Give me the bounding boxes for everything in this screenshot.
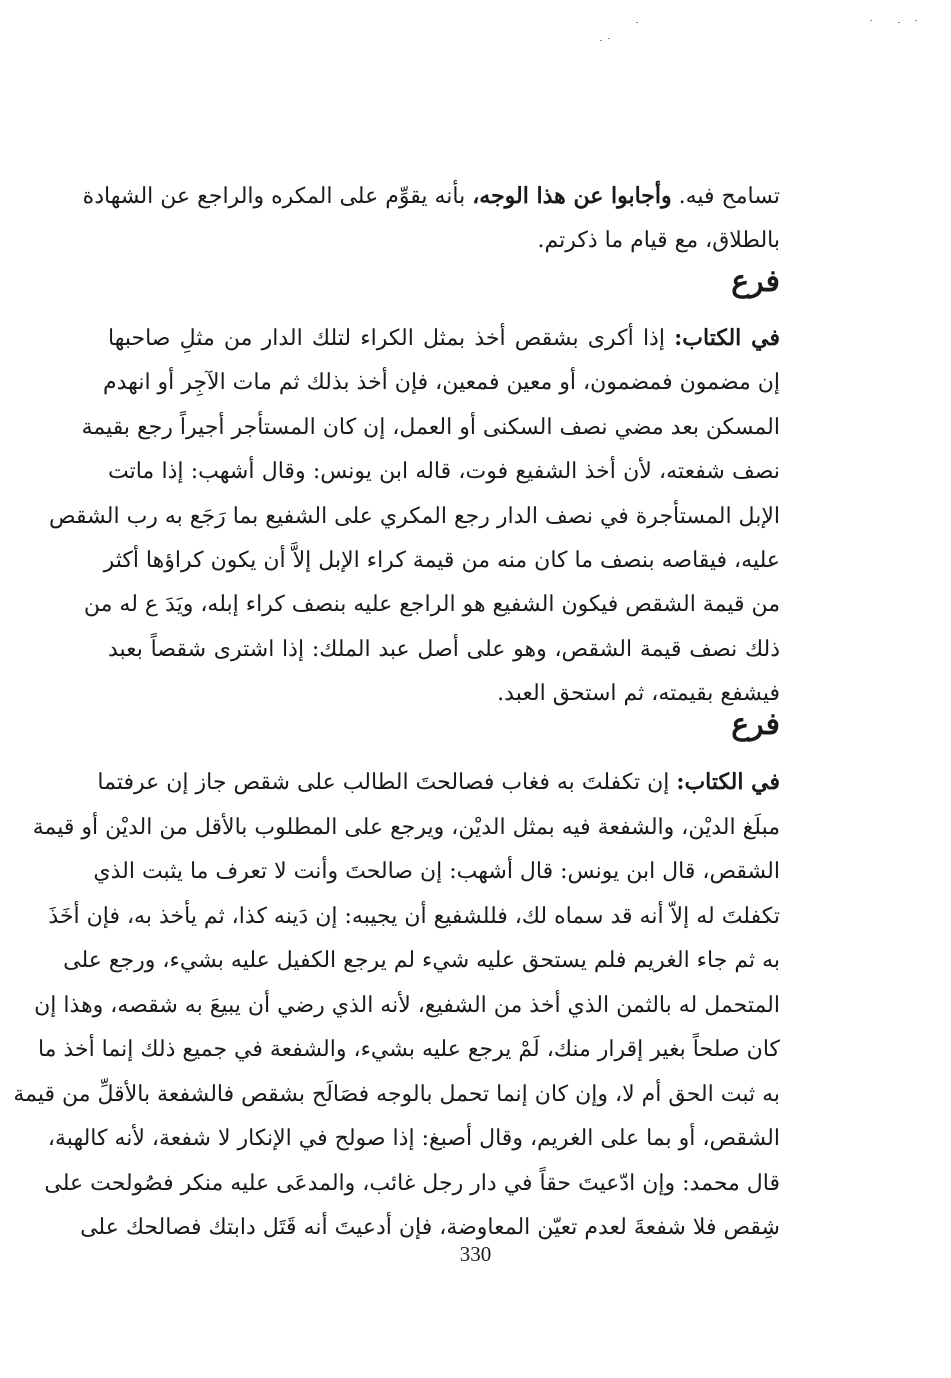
line-text: بالطلاق، مع قيام ما ذكرتم. <box>537 228 780 253</box>
text-line <box>108 450 780 494</box>
line-text: مبلَغ الديْن، والشفعة فيه بمثل الديْن، ويرجع على المطلوب بالأقل من الديْن أو قيمة <box>32 814 780 840</box>
scan-speck <box>915 20 917 21</box>
text-line <box>32 806 780 851</box>
line-text: نصف شفعته، لأن أخذ الشفيع فوت، قاله ابن يونس: وقال أشهب: إذا ماتت <box>108 459 780 485</box>
text-line <box>44 1162 780 1207</box>
line-text: المسكن بعد مضي نصف السكنى أو العمل، إن كان المستأجر أجيراً رجع بقيمة <box>81 414 780 440</box>
bold-lead-phrase: في الكتاب: <box>676 769 780 795</box>
page-number: 330 <box>459 1242 492 1266</box>
line-text: الإبل المستأجرة في نصف الدار رجع المكري على الشفيع بما رَجَع به رب الشقص <box>49 503 780 529</box>
text-line <box>47 1117 780 1162</box>
line-text: به ثم جاء الغريم فلم يستحق عليه شيء لم يرجع الكفيل عليه بشيء، ورجع على <box>63 948 780 973</box>
line-text: شِقص فلا شفعةَ لعدم تعيّن المعاوضة، فإن أدعيتَ أنه قَتَل دابتك فصالحك على <box>80 1215 780 1240</box>
scan-speck <box>870 20 872 21</box>
text-line <box>13 1073 780 1118</box>
line-text: من قيمة الشقص فيكون الشفيع هو الراجع عليه بنصف كراء إبله، ويَدَ ع له من <box>83 592 780 618</box>
text-line <box>37 1028 780 1073</box>
bold-lead-phrase: وأجابوا عن هذا الوجه، <box>472 183 672 209</box>
line-text: قال محمد: وإن ادّعيتَ حقاً في دار رجل غائب، والمدعَى عليه منكر فصُولحت على <box>44 1170 780 1196</box>
text-line <box>93 850 780 895</box>
text-line <box>97 760 780 806</box>
line-text: الشقص، أو بما على الغريم، وقال أصبغ: إذا صولح في الإنكار لا شفعة، لأنه كالهبة، <box>47 1126 780 1151</box>
section-heading: فرع <box>731 707 780 742</box>
text-line <box>108 316 780 361</box>
text-line <box>82 174 780 219</box>
scan-speck <box>636 22 638 23</box>
text-line <box>34 984 780 1029</box>
text-line <box>83 583 780 627</box>
line-text: تكفلتَ له إلاّ أنه قد سماه لك، فللشفيع أن يجيبه: إن دَينه كذا، ثم يأخذ به، فإن أخَذَ <box>48 903 780 929</box>
section-paragraph <box>13 760 780 1251</box>
line-text: به ثبت الحق أم لا، وإن كان إنما تحمل بالوجه فصَالَح بشقص فالشفعة بالأقلِّ من قيمة <box>13 1081 780 1107</box>
line-text: كان صلحاً بغير إقرار منك، لَمْ يرجع عليه بشيء، والشفعة في جميع ذلك إنما أخذ ما <box>37 1037 780 1062</box>
line-text: عليه، فيقاصه بنصف ما كان منه من قيمة كراء الإبل إلاَّ أن يكون كراؤها أكثر <box>103 548 780 574</box>
line-text: ذلك نصف قيمة الشقص، وهو على أصل عبد الملك: إذا اشترى شقصاً بعبد <box>108 636 780 662</box>
line-text: بأنه يقوِّم على المكره والراجع عن الشهادة <box>82 184 473 209</box>
line-text: الشقص، قال ابن يونس: قال أشهب: إن صالحتَ وأنت لا تعرف ما يثبت الذي <box>93 859 780 884</box>
line-text: إن مضمون فمضمون، أو معين فمعين، فإن أخذ بذلك ثم مات الآجِر أو انهدم <box>103 370 780 396</box>
text-line <box>63 939 780 984</box>
text-line <box>48 895 780 940</box>
line-text: إن تكفلتَ به فغاب فصالحتَ الطالب على شقص جاز إن عرفتما <box>97 770 677 795</box>
text-line <box>49 495 780 539</box>
line-text: المتحمل له بالثمن الذي أخذ من الشفيع، لأنه الذي رضي أن يبيعَ به شقصه، وهذا إن <box>34 992 780 1018</box>
section-heading: فرع <box>731 264 780 299</box>
text-line <box>103 539 780 583</box>
text-line <box>108 628 780 672</box>
bold-lead-phrase: في الكتاب: <box>674 325 781 351</box>
scan-speck <box>898 22 900 23</box>
scan-speck <box>600 40 602 41</box>
section-paragraph <box>49 316 781 717</box>
text-line <box>108 219 780 263</box>
intro-paragraph <box>82 174 780 263</box>
line-text: فيشفع بقيمته، ثم استحق العبد. <box>497 681 780 707</box>
text-line <box>81 406 780 450</box>
line-text: إذا أكرى بشقص أخذ بمثل الكراء لتلك الدار من مثلِ صاحبها <box>108 326 675 351</box>
text-line <box>103 361 780 405</box>
text-line <box>108 672 780 716</box>
line-text: تسامح فيه. <box>671 184 780 209</box>
scan-speck <box>608 38 610 39</box>
